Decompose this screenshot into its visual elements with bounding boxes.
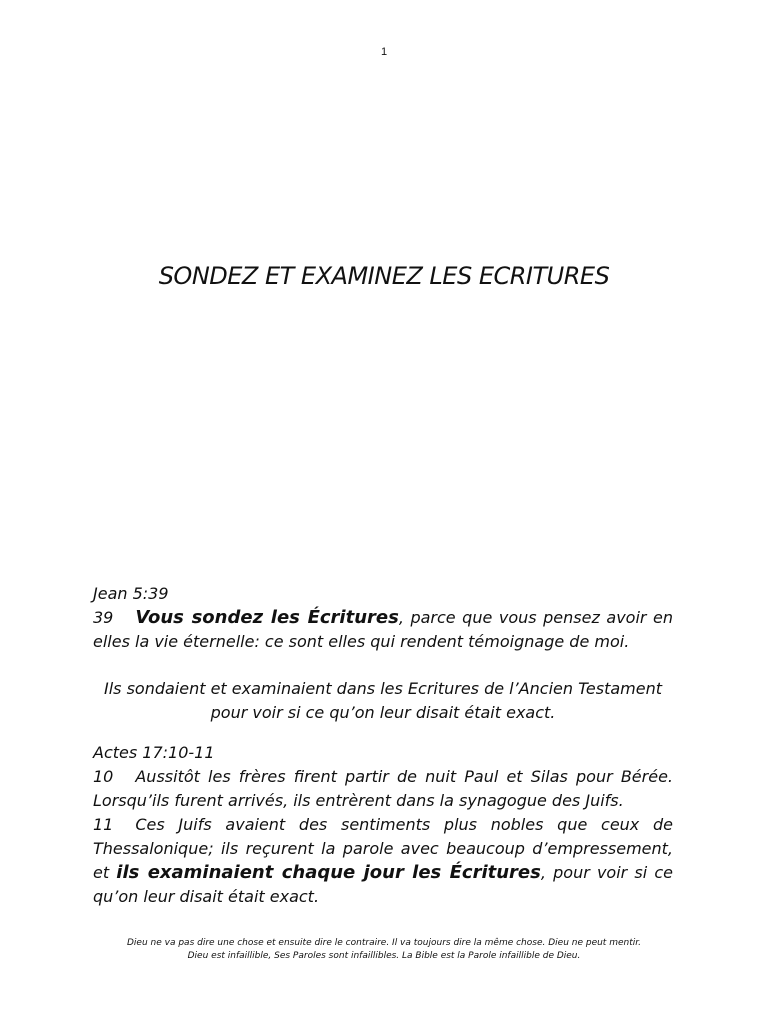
jean-reference: Jean 5:39	[93, 584, 169, 603]
actes-verse-10-number: 10	[93, 767, 114, 786]
jean-verse-number: 39	[93, 608, 114, 627]
summary-paragraph	[93, 677, 673, 725]
jean-verse-emphasis: Vous sondez les Écritures	[135, 607, 399, 628]
actes-verse-11	[93, 813, 673, 909]
actes-passage	[93, 741, 673, 909]
summary-line-1: Ils sondaient et examinaient dans les Ecritures de l’Ancien Testament	[103, 679, 663, 698]
jean-verse-text: , parce que vous pensez avoir en elles la vie éternelle: ce sont elles qui rendent témoignage de moi.	[93, 608, 673, 651]
page-title: SONDEZ ET EXAMINEZ LES ECRITURES	[158, 262, 610, 290]
actes-verse-10	[93, 765, 673, 813]
jean-verse	[93, 606, 673, 654]
actes-reference: Actes 17:10-11	[93, 743, 215, 762]
page-number: 1	[380, 46, 388, 58]
jean-passage	[93, 582, 673, 654]
actes-verse-11-emphasis: ils examinaient chaque jour les Écritures	[116, 862, 541, 883]
footer-note	[0, 937, 768, 963]
summary-line-2: pour voir si ce qu’on leur disait était exact.	[210, 703, 556, 722]
actes-verse-10-text: Aussitôt les frères firent partir de nuit Paul et Silas pour Bérée. Lorsqu’ils furent arrivés, ils entrèrent dans la synagogue des Juifs.	[93, 767, 673, 810]
actes-verse-11-text-before: Ces Juifs avaient des sentiments plus nobles que ceux de Thessalonique; ils reçurent la parole avec beaucoup d’empressement, et	[93, 815, 673, 882]
actes-verse-11-number: 11	[93, 815, 114, 834]
actes-verse-11-text-after: , pour voir si ce qu’on leur disait était exact.	[93, 863, 674, 906]
footer-line-2: Dieu est infaillible, Ses Paroles sont infaillibles. La Bible est la Parole infaillible de Dieu.	[187, 951, 581, 961]
footer-line-1: Dieu ne va pas dire une chose et ensuite dire le contraire. Il va toujours dire la même chose. Dieu ne peut mentir.	[127, 938, 641, 948]
